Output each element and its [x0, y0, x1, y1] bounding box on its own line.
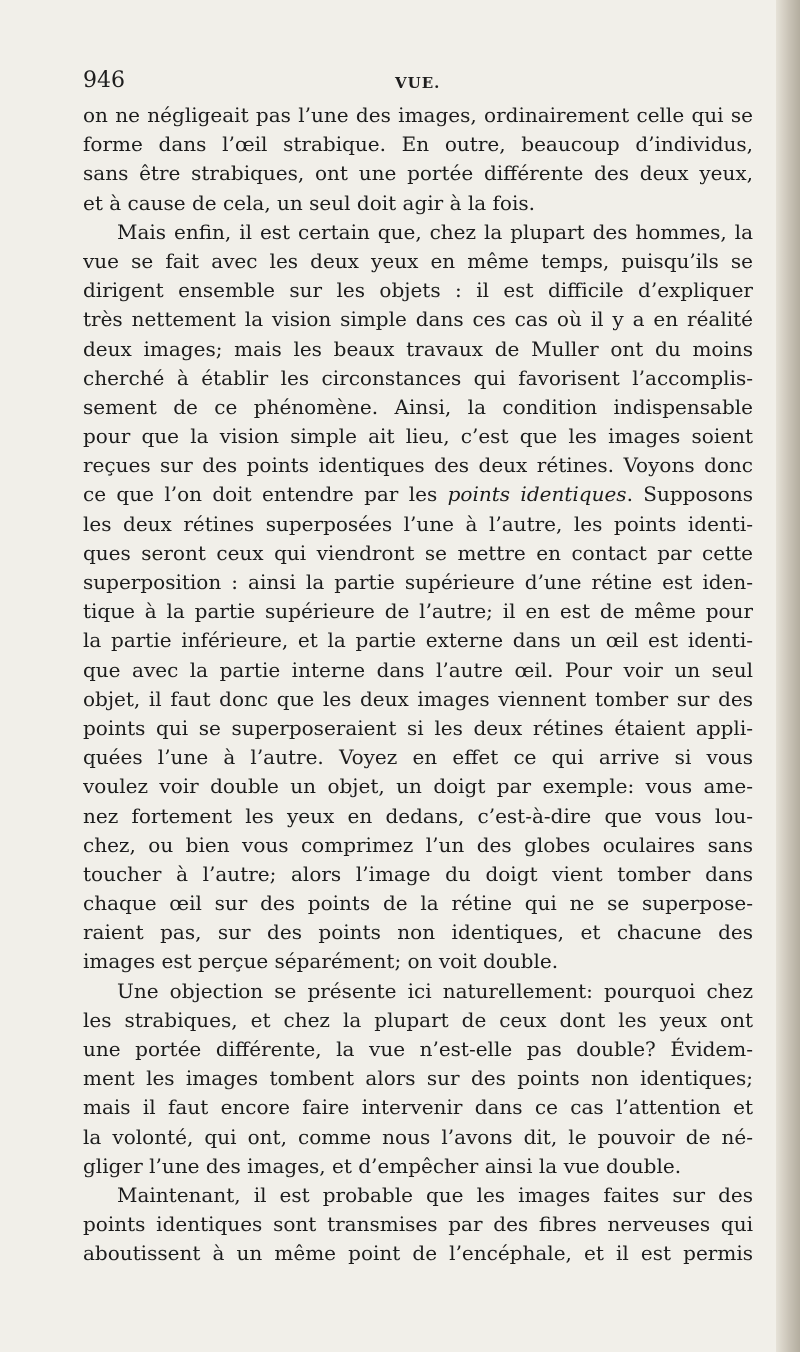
text-line: deux images; mais les beaux travaux de Muller ont du moins	[83, 336, 753, 361]
text-line: aboutissent à un même point de l’encéphale, et il est permis	[83, 1241, 753, 1266]
body-text	[83, 101, 753, 1269]
text-line: cherché à établir les circonstances qui favorisent l’accomplis-	[83, 365, 753, 390]
text-line: les deux rétines superposées l’une à l’autre, les points identi-	[83, 511, 753, 536]
text-line: et à cause de cela, un seul doit agir à la fois.	[83, 190, 535, 215]
text-line: dirigent ensemble sur les objets : il est difficile d’expliquer	[83, 278, 753, 303]
text-line: ment les images tombent alors sur des points non identiques;	[83, 1066, 753, 1091]
text-segment: . Supposons	[626, 482, 753, 507]
text-line: chez, ou bien vous comprimez l’un des globes oculaires sans	[83, 832, 753, 857]
text-line: objet, il faut donc que les deux images viennent tomber sur des	[83, 686, 753, 711]
text-line: quées l’une à l’autre. Voyez en effet ce qui arrive si vous	[83, 745, 753, 770]
text-line: vue se fait avec les deux yeux en même temps, puisqu’ils se	[83, 248, 753, 273]
page-number: 946	[83, 68, 125, 93]
text-line: chaque œil sur des points de la rétine qui ne se superpose-	[83, 891, 753, 916]
text-line: que avec la partie interne dans l’autre œil. Pour voir un seul	[83, 657, 753, 682]
text-line: forme dans l’œil strabique. En outre, beaucoup d’individus,	[83, 132, 753, 157]
text-line: sans être strabiques, ont une portée différente des deux yeux,	[83, 161, 753, 186]
text-line: ques seront ceux qui viendront se mettre en contact par cette	[83, 540, 753, 565]
text-line: une portée différente, la vue n’est-elle pas double? Évidem-	[83, 1037, 753, 1061]
text-line: points identiques sont transmises par des fibres nerveuses qui	[83, 1212, 753, 1237]
text-line: raient pas, sur des points non identiques, et chacune des	[83, 920, 753, 945]
text-line: points qui se superposeraient si les deux rétines étaient appli-	[83, 715, 753, 740]
text-line: superposition : ainsi la partie supérieure d’une rétine est iden-	[83, 570, 753, 594]
text-line: tique à la partie supérieure de l’autre; il en est de même pour	[83, 599, 753, 624]
text-line: reçues sur des points identiques des deux rétines. Voyons donc	[83, 453, 753, 478]
text-line: sement de ce phénomène. Ainsi, la condition indispensable	[83, 394, 753, 419]
text-line: très nettement la vision simple dans ces cas où il y a en réalité	[83, 307, 753, 332]
text-line: les strabiques, et chez la plupart de ceux dont les yeux ont	[83, 1007, 753, 1032]
text-line: la partie inférieure, et la partie externe dans un œil est identi-	[83, 628, 753, 653]
text-line: images est perçue séparément; on voit double.	[83, 949, 559, 974]
text-line: voulez voir double un objet, un doigt par exemple: vous ame-	[83, 774, 753, 799]
italic-term: points identiques	[447, 482, 627, 507]
text-line: pour que la vision simple ait lieu, c’est que les images soient	[83, 424, 753, 449]
text-line-with-italic	[83, 480, 753, 509]
running-title: VUE.	[395, 74, 441, 92]
text-line: la volonté, qui ont, comme nous l’avons dit, le pouvoir de né-	[83, 1124, 753, 1149]
text-line: gliger l’une des images, et d’empêcher ainsi la vue double.	[83, 1153, 682, 1178]
text-line: nez fortement les yeux en dedans, c’est-à-dire que vous lou-	[83, 803, 753, 828]
text-segment: ce que l’on doit entendre par les	[83, 482, 448, 507]
text-line: Mais enfin, il est certain que, chez la plupart des hommes, la	[117, 219, 753, 244]
text-line: toucher à l’autre; alors l’image du doigt vient tomber dans	[83, 861, 753, 886]
page-header	[83, 66, 753, 100]
page-edge-shadow	[776, 0, 800, 1352]
text-line: on ne négligeait pas l’une des images, ordinairement celle qui se	[83, 103, 753, 127]
text-line: Maintenant, il est probable que les images faites sur des	[117, 1182, 753, 1207]
text-line: mais il faut encore faire intervenir dans ce cas l’attention et	[83, 1095, 753, 1120]
text-line: Une objection se présente ici naturellement: pourquoi chez	[117, 978, 753, 1003]
